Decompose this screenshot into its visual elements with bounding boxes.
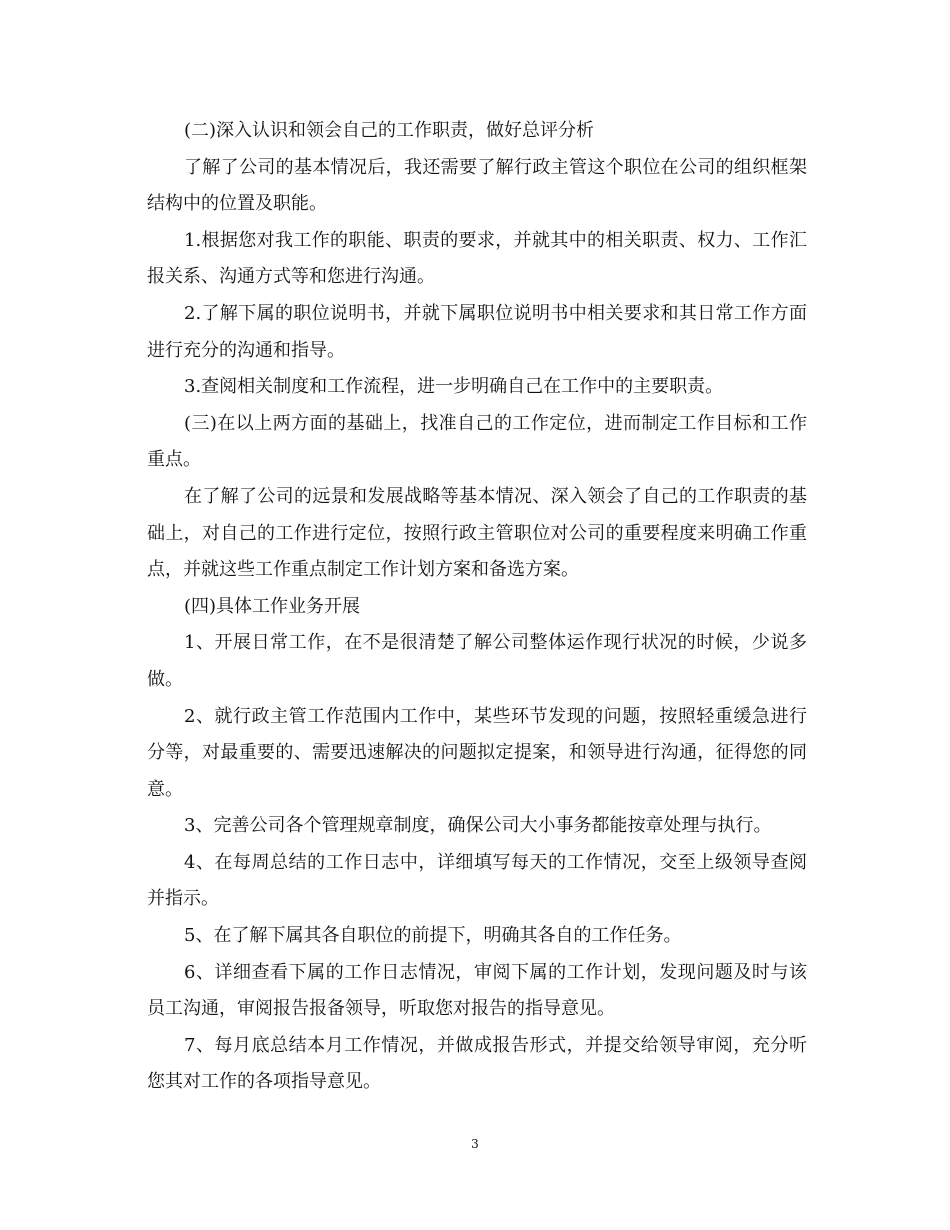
list-item: 2.了解下属的职位说明书，并就下属职位说明书中相关要求和其日常工作方面进行充分的沟通和指导。 — [147, 302, 807, 361]
list-item: 4、在每周总结的工作日志中，详细填写每天的工作情况，交至上级领导查阅并指示。 — [147, 851, 807, 910]
paragraph: 了解了公司的基本情况后，我还需要了解行政主管这个职位在公司的组织框架结构中的位置及职能。 — [147, 156, 807, 215]
list-item: 7、每月底总结本月工作情况，并做成报告形式，并提交给领导审阅，充分听您其对工作的各项指导意见。 — [147, 1034, 807, 1093]
section-heading-3: (三)在以上两方面的基础上，找准自己的工作定位，进而制定工作目标和工作重点。 — [147, 412, 807, 471]
section-heading-2: (二)深入认识和领会自己的工作职责，做好总评分析 — [184, 120, 595, 141]
list-item: 3.查阅相关制度和工作流程，进一步明确自己在工作中的主要职责。 — [184, 376, 724, 398]
list-item: 5、在了解下属其各自职位的前提下，明确其各自的工作任务。 — [184, 925, 682, 947]
section-heading-4: (四)具体工作业务开展 — [184, 595, 361, 617]
list-item: 1、开展日常工作，在不是很清楚了解公司整体运作现行状况的时候，少说多做。 — [147, 632, 807, 690]
list-item: 6、详细查看下属的工作日志情况，审阅下属的工作计划，发现问题及时与该员工沟通，审阅报告报备领导，听取您对报告的指导意见。 — [147, 961, 807, 1020]
page-number: 3 — [471, 1137, 479, 1151]
list-item: 2、就行政主管工作范围内工作中，某些环节发现的问题，按照轻重缓急进行分等，对最重要的、需要迅速解决的问题拟定提案，和领导进行沟通，征得您的同意。 — [147, 705, 807, 800]
list-item: 3、完善公司各个管理规章制度，确保公司大小事务都能按章处理与执行。 — [184, 815, 772, 837]
list-item: 1.根据您对我工作的职能、职责的要求，并就其中的相关职责、权力、工作汇报关系、沟通方式等和您进行沟通。 — [147, 229, 807, 288]
document-body — [147, 113, 807, 1101]
paragraph: 在了解了公司的远景和发展战略等基本情况、深入领会了自己的工作职责的基础上，对自己的工作进行定位，按照行政主管职位对公司的重要程度来明确工作重点，并就这些工作重点制定工作计划方案和备选方案。 — [147, 485, 807, 581]
